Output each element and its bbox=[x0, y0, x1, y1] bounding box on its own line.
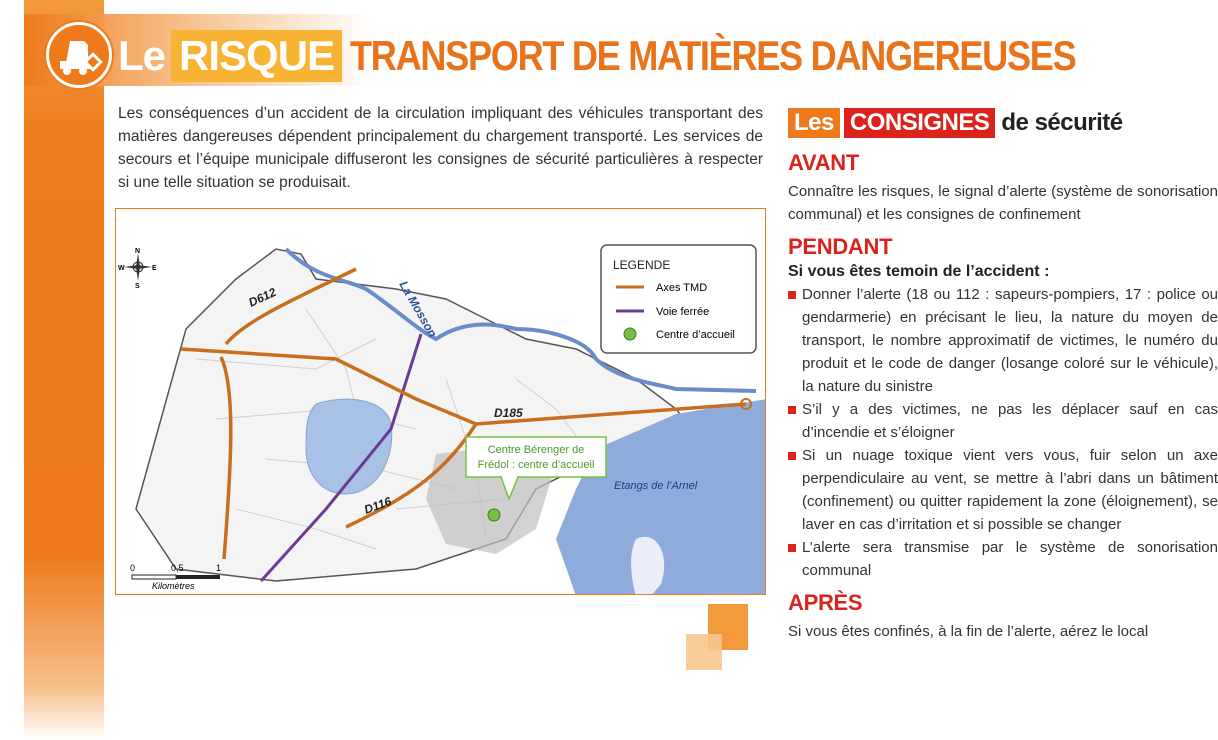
consignes-word: CONSIGNES bbox=[844, 108, 996, 138]
svg-text:W: W bbox=[118, 265, 125, 272]
title-rest: TRANSPORT DE MATIÈRES DANGEREUSES bbox=[350, 32, 1076, 79]
compass-icon bbox=[118, 248, 157, 290]
list-item: S’il y a des victimes, ne pas les déplacer sauf en cas d’incendie et s’éloigner bbox=[788, 398, 1218, 444]
map-legend bbox=[601, 245, 756, 353]
page-title bbox=[118, 30, 1194, 82]
river-label: La Mosson bbox=[396, 278, 440, 340]
list-item: L’alerte sera transmise par le système de sonorisation communal bbox=[788, 536, 1218, 582]
svg-text:0,5: 0,5 bbox=[171, 563, 184, 573]
apres-text: Si vous êtes confinés, à la fin de l’alerte, aérez le local bbox=[788, 623, 1149, 640]
svg-text:0: 0 bbox=[130, 563, 136, 573]
risk-map bbox=[115, 208, 766, 595]
left-accent-bar bbox=[24, 0, 104, 740]
legend-item-rail: Voie ferrée bbox=[656, 306, 710, 318]
truck-hazard-icon bbox=[56, 33, 104, 79]
title-risque: RISQUE bbox=[171, 30, 342, 82]
legend-swatch-centre bbox=[624, 328, 636, 340]
legend-item-tmd: Axes TMD bbox=[656, 282, 708, 294]
centre-accueil-marker bbox=[488, 509, 500, 521]
consignes-securite: de sécurité bbox=[1001, 109, 1123, 136]
road-label-d612: D612 bbox=[246, 284, 279, 310]
svg-text:S: S bbox=[135, 283, 140, 290]
avant-text: Connaître les risques, le signal d’alerte (système de sonorisation communal) et les consignes de confinement bbox=[788, 183, 1218, 223]
svg-text:N: N bbox=[135, 248, 141, 255]
list-item: Donner l’alerte (18 ou 112 : sapeurs-pompiers, 17 : police ou gendarmerie) en précisant le lieu, la nature du moyen de transport, le nombre approximatif de victimes, le numéro du produit et le code de danger (losange coloré sur le véhicule), la nature du sinistre bbox=[788, 283, 1218, 398]
svg-text:E: E bbox=[152, 265, 157, 272]
intro-paragraph: Les conséquences d’un accident de la circulation impliquant des véhicules transportant des matières dangereuses dépendent principalement du chargement transporté. Les services de secours et l’équipe municipale diffuseront les consignes de sécurité particulières à respecter si une telle situation se produisait. bbox=[118, 105, 763, 191]
svg-text:Frédol : centre d’accueil: Frédol : centre d’accueil bbox=[477, 459, 595, 471]
pendant-list bbox=[788, 283, 1218, 582]
road-label-d116: D116 bbox=[362, 494, 394, 517]
svg-text:Centre Bérenger de: Centre Bérenger de bbox=[487, 444, 585, 456]
road-label-d185: D185 bbox=[494, 406, 523, 420]
apres-heading: APRÈS bbox=[788, 590, 863, 615]
consignes-heading bbox=[788, 108, 1218, 138]
pendant-subheading: Si vous êtes temoin de l’accident : bbox=[788, 263, 1050, 280]
avant-heading: AVANT bbox=[788, 150, 860, 175]
title-le: Le bbox=[118, 32, 166, 79]
logo bbox=[46, 22, 112, 88]
consignes-panel bbox=[788, 108, 1218, 643]
consignes-les: Les bbox=[788, 108, 840, 138]
svg-text:Kilomètres: Kilomètres bbox=[152, 581, 195, 591]
pendant-heading: PENDANT bbox=[788, 234, 893, 259]
lake-label: Etangs de l’Arnel bbox=[614, 480, 698, 492]
svg-text:1: 1 bbox=[216, 563, 222, 573]
legend-title: LEGENDE bbox=[613, 258, 671, 272]
list-item: Si un nuage toxique vient vers vous, fuir selon un axe perpendiculaire au vent, se mettre à l’abri dans un bâtiment (confinement) ou quitter rapidement la zone (éloignement), se laver en cas d’irritation et si possible se changer bbox=[788, 444, 1218, 536]
legend-item-centre: Centre d’accueil bbox=[656, 329, 735, 341]
